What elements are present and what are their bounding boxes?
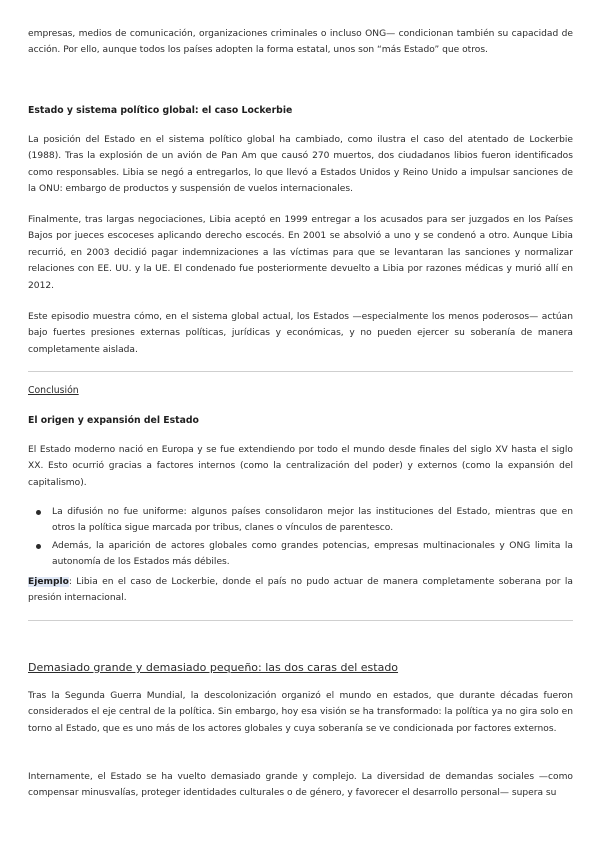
intro-paragraph: empresas, medios de comunicación, organizaciones criminales o incluso ONG— condicionan también su capacidad de acción. Por ello, aunque todos los países adopten la forma estatal, unos son “más Estado” que otros. (28, 29, 573, 56)
section2-paragraph-1: Tras la Segunda Guerra Mundial, la descolonización organizó el mundo en estados, que durante décadas fueron considerados el eje central de la política. Sin embargo, hoy esa visión se ha transformado: la política ya no gira solo en torno al Estado, que es uno más de los actores globales y cuya soberanía se ve condicionada por factores externos. (28, 691, 573, 734)
example-label: Ejemplo (28, 577, 69, 587)
lockerbie-paragraph-1: La posición del Estado en el sistema político global ha cambiado, como ilustra el caso del atentado de Lockerbie (1988). Tras la explosión de un avión de Pan Am que causó 270 muertos, dos ciudadanos libios fueron identificados como responsables. Libia se negó a entregarlos, lo que llevó a Estados Unidos y Reino Unido a impulsar sanciones de la ONU: embargo de productos y suspensión de vuelos internacionales. (28, 135, 573, 195)
bullet-icon (36, 544, 41, 549)
section-divider (28, 371, 573, 372)
bullet-icon (36, 510, 41, 515)
section2-title: Demasiado grande y demasiado pequeño: las dos caras del estado (28, 661, 399, 674)
origin-bullet-list (28, 504, 573, 572)
lockerbie-paragraph-3: Este episodio muestra cómo, en el sistema global actual, los Estados —especialmente los menos poderosos— actúan bajo fuertes presiones externas políticas, jurídicas y económicas, y no pueden ejercer su soberanía de manera completamente aislada. (28, 312, 573, 355)
list-item (28, 538, 573, 571)
lockerbie-paragraph-2: Finalmente, tras largas negociaciones, Libia aceptó en 1999 entregar a los acusados para ser juzgados en los Países Bajos por jueces escoceses aplicando derecho escocés. En 2001 se absolvió a uno y se condenó a otro. Aunque Libia recurrió, en 2003 decidió pagar indemnizaciones a las víctimas para que se levantaran las sanciones y normalizar relaciones con EE. UU. y la UE. El condenado fue posteriormente devuelto a Libia por razones médicas y murió allí en 2012. (28, 215, 573, 291)
origin-paragraph: El Estado moderno nació en Europa y se fue extendiendo por todo el mundo desde finales del siglo XV hasta el siglo XX. Esto ocurrió gracias a factores internos (como la centralización del poder) y externos (como la expansión del capitalismo). (28, 445, 573, 488)
list-item-text: La difusión no fue uniforme: algunos países consolidaron mejor las instituciones del Estado, mientras que en otros la política sigue marcada por tribus, clanes o vínculos de parentesco. (52, 507, 573, 534)
list-item-text: Además, la aparición de actores globales como grandes potencias, empresas multinacionales y ONG limita la autonomía de los Estados más débiles. (52, 540, 573, 568)
conclusion-label: Conclusión (28, 385, 79, 396)
list-item (28, 504, 573, 537)
section-divider (28, 620, 573, 621)
origin-heading: El origen y expansión del Estado (28, 415, 199, 426)
section2-paragraph-2: Internamente, el Estado se ha vuelto demasiado grande y complejo. La diversidad de demandas sociales —como compensar minusvalías, proteger identidades culturales o de género, y favorecer el desarrollo personal— supera su (28, 772, 573, 799)
example-text: : Libia en el caso de Lockerbie, donde el país no pudo actuar de manera completamente soberana por la presión internacional. (28, 577, 573, 604)
lockerbie-heading: Estado y sistema político global: el caso Lockerbie (28, 105, 293, 116)
example-paragraph (28, 574, 573, 607)
